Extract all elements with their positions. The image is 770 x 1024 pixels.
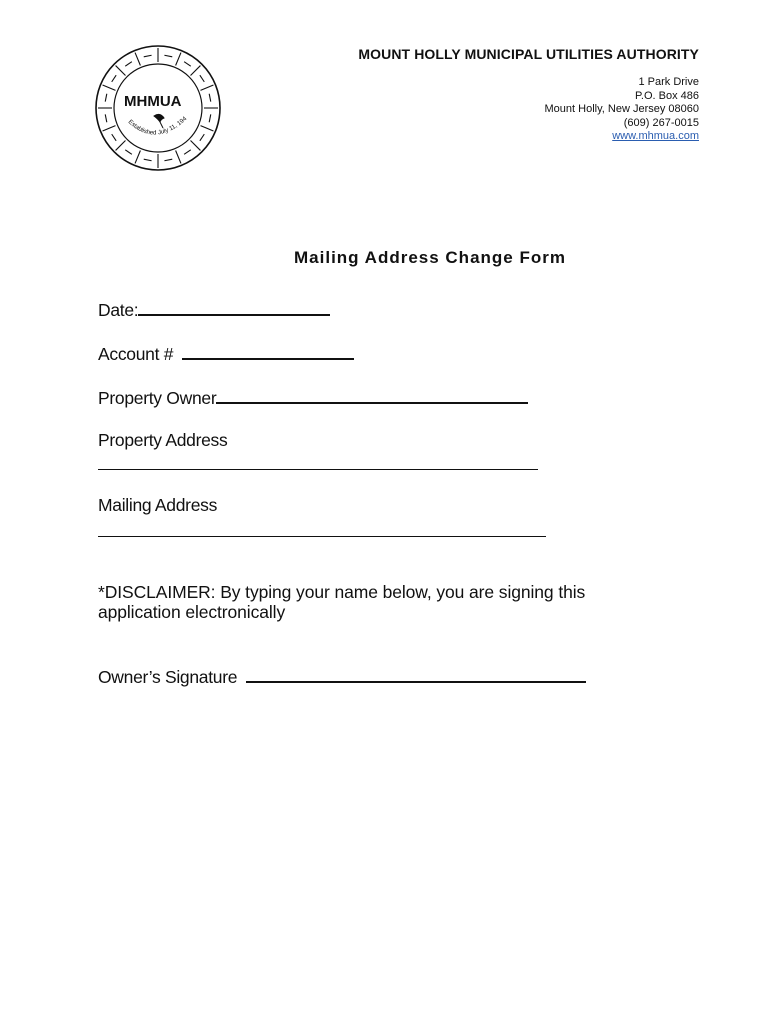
address-phone: (609) 267-0015 [623, 116, 699, 129]
seal-brick-divider [176, 150, 181, 163]
seal-brick-mark [200, 75, 204, 82]
disclaimer-text [98, 582, 585, 622]
seal-brick-mark [209, 114, 211, 122]
signature-label: Owner’s Signature [98, 667, 238, 687]
mhmua-seal-logo [94, 44, 222, 172]
mailing-address-input-line[interactable] [98, 536, 546, 537]
account-field [98, 342, 354, 365]
account-input-line[interactable] [182, 342, 354, 360]
seal-brick-mark [184, 62, 191, 66]
seal-brick-mark [144, 55, 152, 57]
seal-brick-mark [164, 159, 172, 161]
address-po-box: P.O. Box 486 [634, 89, 699, 102]
disclaimer-line-2: application electronically [98, 602, 286, 622]
address-city: Mount Holly, New Jersey 08060 [544, 103, 699, 116]
date-input-line[interactable] [138, 298, 330, 316]
seal-brick-mark [125, 150, 132, 154]
organization-header [358, 46, 699, 144]
mailing-address-label: Mailing Address [98, 495, 218, 515]
seal-brick-divider [135, 150, 140, 163]
seal-brick-divider [103, 85, 116, 90]
seal-brick-mark [125, 62, 132, 66]
seal-brick-mark [105, 114, 107, 122]
seal-brick-mark [112, 75, 116, 82]
seal-brick-mark [200, 134, 204, 141]
account-label: Account # [98, 344, 174, 364]
seal-brick-mark [105, 94, 107, 102]
website-link[interactable]: www.mhmua.com [612, 130, 699, 143]
seal-brick-divider [116, 66, 126, 76]
seal-brick-divider [191, 141, 201, 151]
date-field [98, 298, 330, 321]
logo-text: MHMUA [124, 93, 182, 110]
property-owner-input-line[interactable] [216, 386, 528, 404]
seal-brick-divider [103, 126, 116, 131]
seal-brick-divider [191, 66, 201, 76]
logo-established-text: Established July 11, 194 [126, 115, 189, 137]
seal-brick-divider [176, 53, 181, 66]
seal-brick-mark [184, 150, 191, 154]
address-street: 1 Park Drive [638, 76, 699, 88]
seal-brick-mark [209, 94, 211, 102]
form-title: Mailing Address Change Form [294, 248, 566, 267]
property-address-input-line[interactable] [98, 469, 538, 470]
seal-brick-mark [144, 159, 152, 161]
disclaimer-line-1: *DISCLAIMER: By typing your name below, you are signing this [98, 582, 586, 602]
seal-brick-divider [116, 141, 126, 151]
seal-brick-mark [112, 134, 116, 141]
bird-icon [154, 114, 164, 128]
property-owner-field [98, 386, 528, 409]
date-label: Date: [98, 300, 139, 320]
organization-name: MOUNT HOLLY MUNICIPAL UTILITIES AUTHORITY [358, 46, 699, 62]
seal-brick-mark [164, 55, 172, 57]
signature-field [98, 665, 586, 688]
property-address-label: Property Address [98, 430, 228, 450]
seal-brick-divider [200, 85, 213, 90]
property-owner-label: Property Owner [98, 388, 217, 408]
signature-input-line[interactable] [246, 665, 586, 683]
seal-brick-divider [200, 126, 213, 131]
seal-brick-divider [135, 53, 140, 66]
